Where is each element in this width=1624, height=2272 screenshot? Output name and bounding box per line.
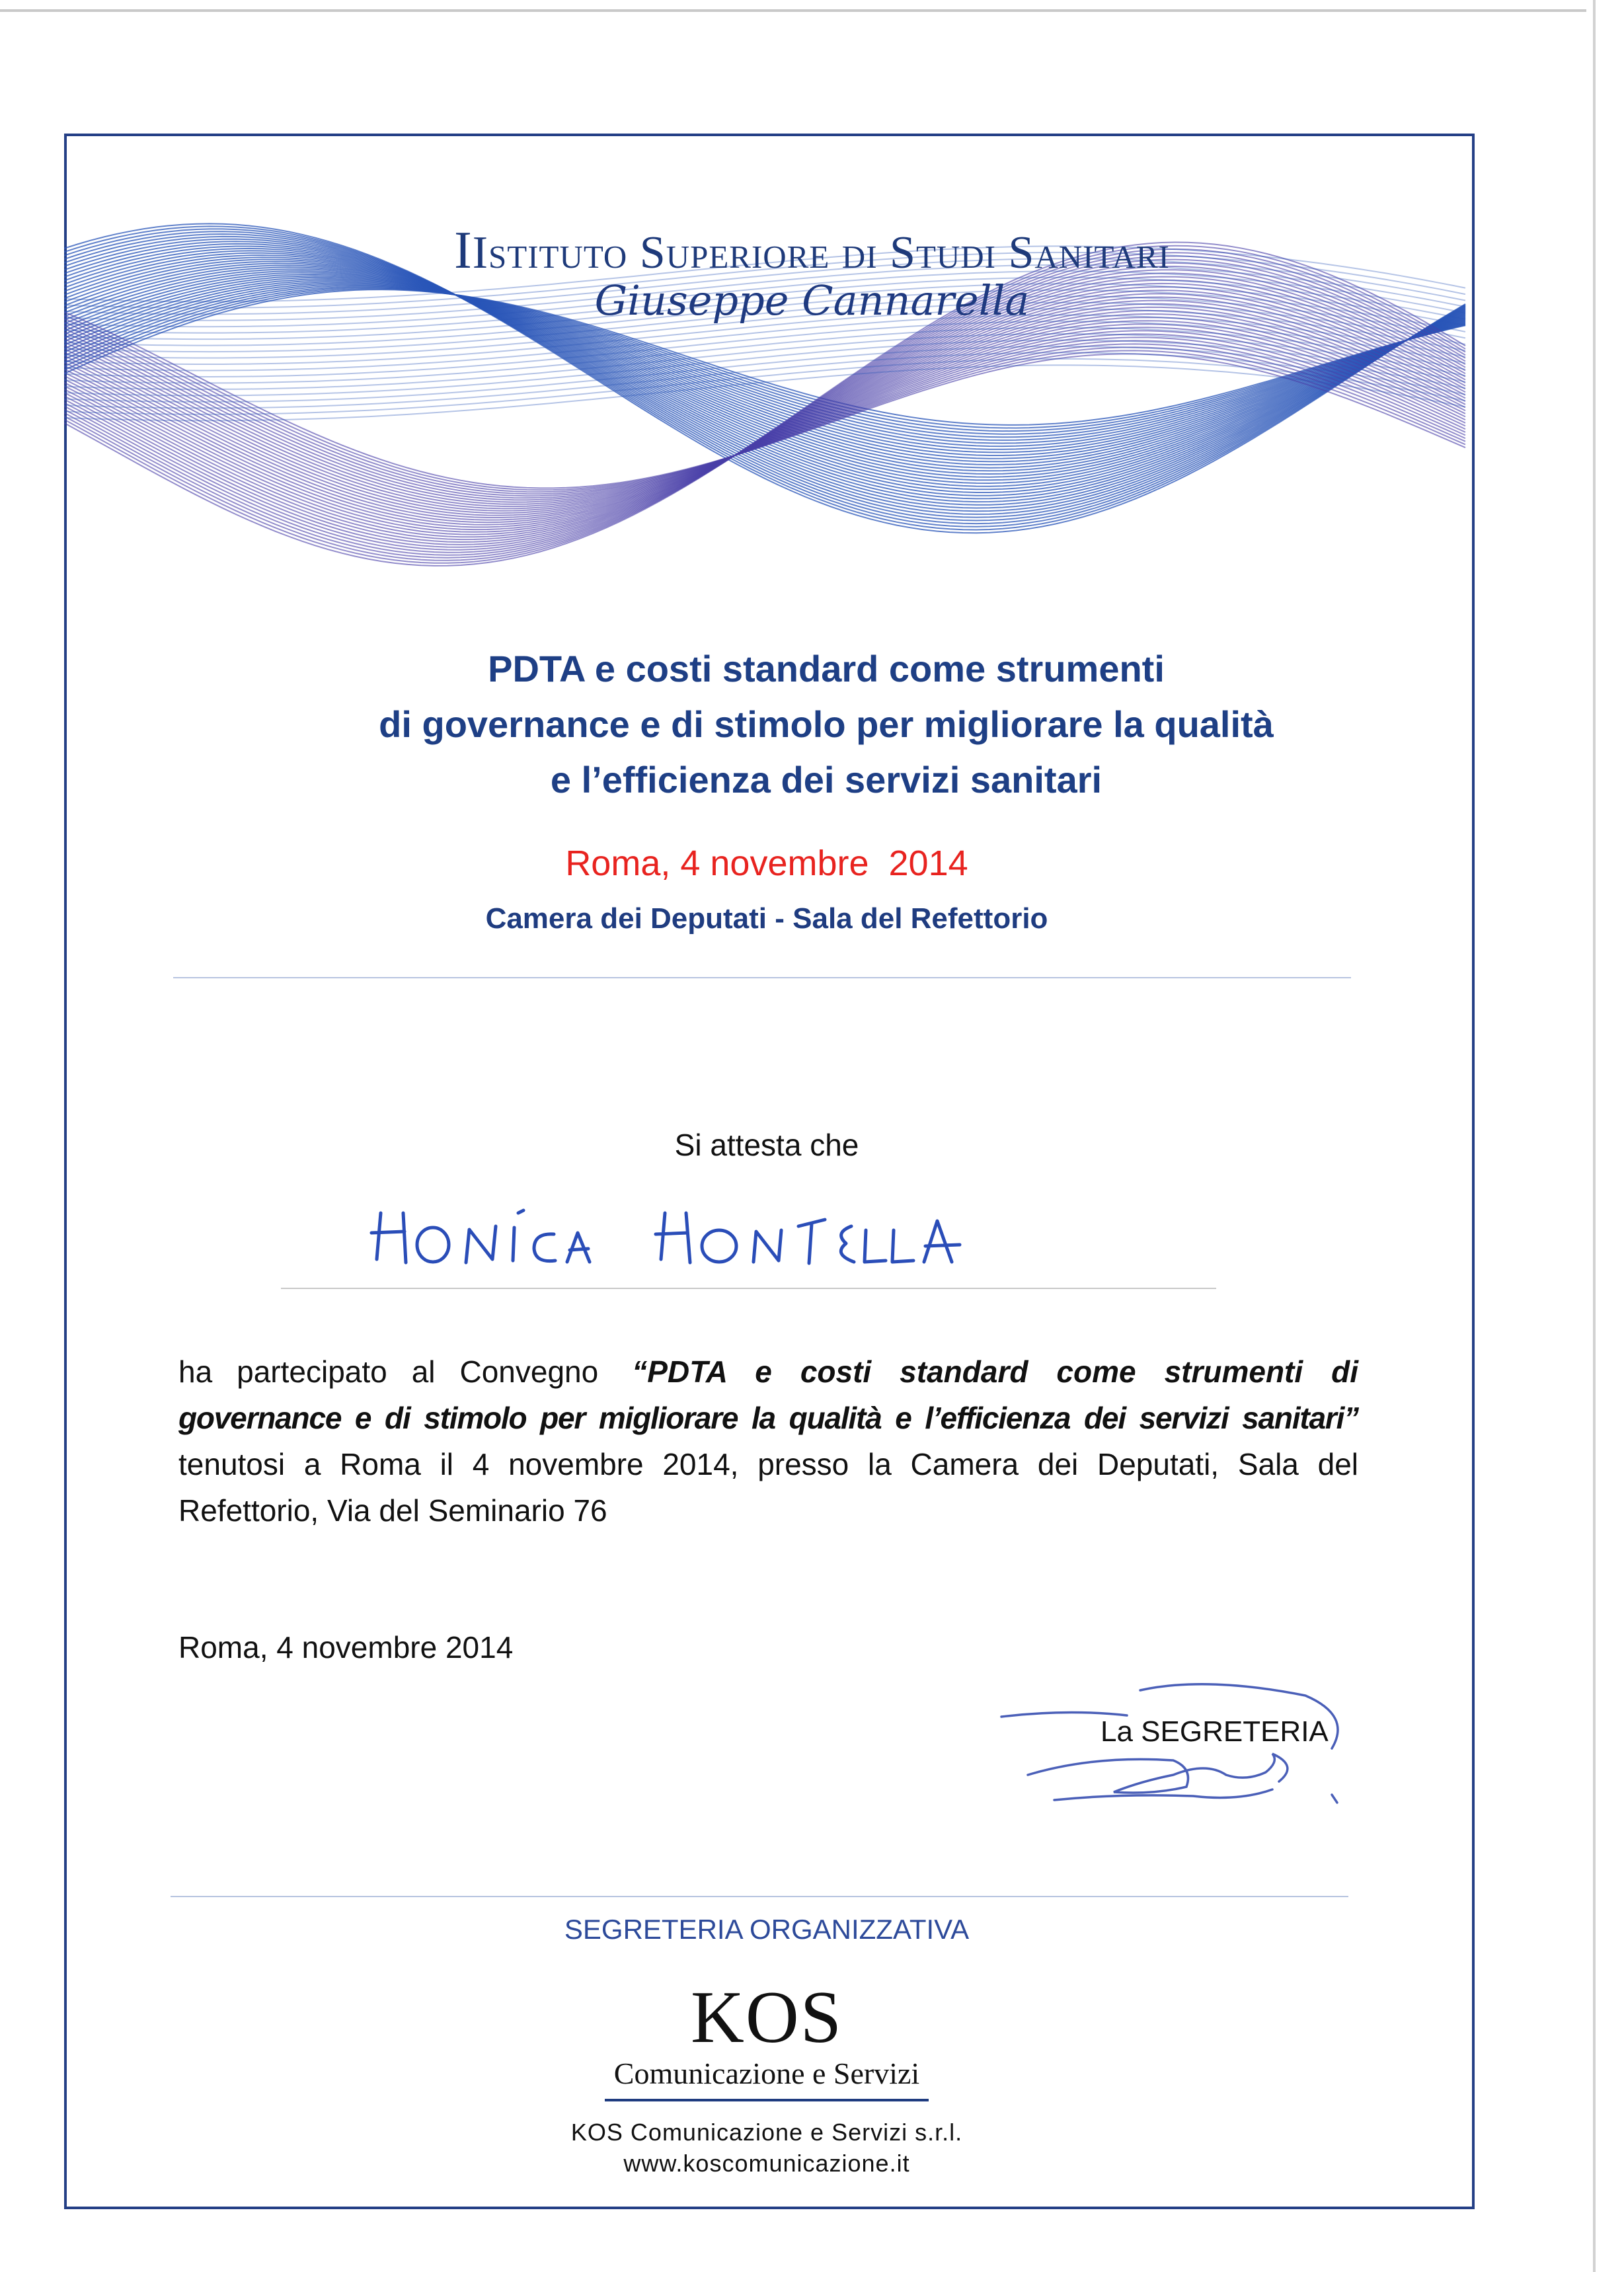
kos-logo: KOS <box>690 1977 843 2058</box>
founder-signature: Giuseppe Cannarella <box>594 276 1030 325</box>
body-title-part-2: governance e di stimolo per migliorare la qualità e l’efficienza dei servizi sanitari” <box>178 1401 1358 1435</box>
kos-logo-underline <box>605 2099 929 2101</box>
company-name: KOS Comunicazione e Servizi s.r.l. <box>570 2119 963 2146</box>
decorative-wave-pattern <box>64 134 1475 643</box>
body-prefix: ha partecipato al Convegno <box>178 1354 599 1389</box>
issue-date: Roma, 4 novembre 2014 <box>178 1630 514 1665</box>
institute-title: IIstituto Superiore di Studi Sanitari <box>454 221 1170 280</box>
organizing-secretariat-label: SEGRETERIA ORGANIZZATIVA <box>564 1914 970 1945</box>
attestation-body <box>178 1349 1358 1534</box>
scan-edge-right <box>1593 0 1596 2272</box>
secretariat-signatory: La SEGRETERIA <box>1101 1715 1329 1748</box>
body-line-2 <box>178 1395 1358 1441</box>
conference-title-line: e l’efficienza dei servizi sanitari <box>550 759 1102 801</box>
conference-venue: Camera dei Deputati - Sala del Refettorio <box>485 902 1048 935</box>
conference-title-line: PDTA e costi standard come strumenti <box>488 648 1165 689</box>
scan-edge-top <box>0 9 1586 12</box>
participant-name-line <box>281 1288 1216 1289</box>
conference-title-line: di governance e di stimolo per migliorare la qualità <box>379 703 1274 745</box>
participant-handwritten-name <box>357 1193 1018 1279</box>
body-title-part-1: “PDTA e costi standard come strumenti di <box>632 1354 1359 1389</box>
divider-top <box>173 977 1351 978</box>
kos-logo-tagline: Comunicazione e Servizi <box>613 2057 920 2090</box>
body-line-3: tenutosi a Roma il 4 novembre 2014, presso la Camera dei Deputati, Sala del <box>178 1447 1358 1481</box>
body-line-4: Refettorio, Via del Seminario 76 <box>178 1493 607 1528</box>
attestation-intro: Si attesta che <box>674 1128 859 1162</box>
body-line-1 <box>178 1349 1358 1395</box>
divider-bottom <box>171 1896 1348 1897</box>
company-website: www.koscomunicazione.it <box>623 2150 910 2177</box>
conference-date: Roma, 4 novembre 2014 <box>565 843 968 883</box>
conference-title <box>198 641 1454 808</box>
